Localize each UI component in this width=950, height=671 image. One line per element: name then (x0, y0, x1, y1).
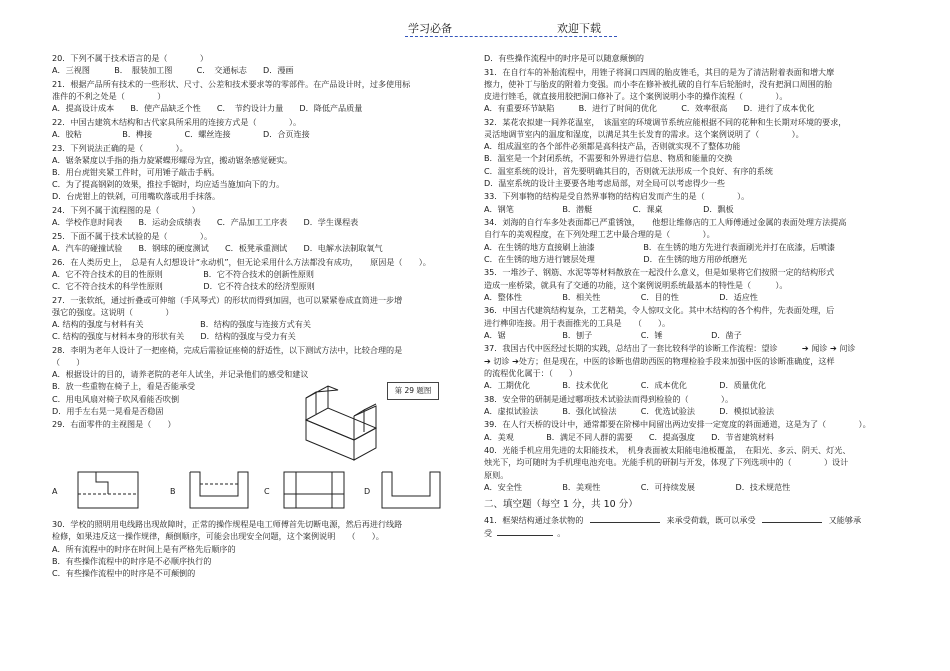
left-questions-20-28 (52, 52, 464, 368)
text-line: D．温室系统的设计主要要各地考虑局部，对全局可以考虑得少一些 (484, 177, 725, 188)
left-column (52, 52, 464, 579)
text-line: 进行榫卯连接。用于表面推光的工具是 （ ）。 (484, 317, 671, 328)
q29-option-a-letter: A (52, 487, 58, 497)
question-29-options (52, 466, 464, 518)
text-line: A．汽车的碰撞试验 B．钢球的硬度测试 C．板凳承重测试 D．电解水法制取氧气 (52, 243, 383, 253)
text-line: B．温室是一个封闭系统，不需要和外界进行信息、物质和能量的交换 (484, 153, 733, 164)
text-line: 38．安全带的研制是通过哪项技术试验法而得到检验的（ ）。 (484, 393, 734, 404)
text-line: C. 结构的强度与材料本身的形状有关 D．结构的强度与受力有关 (52, 331, 296, 342)
text-line: 31．在自行车的补胎流程中，用锉子将洞口四周的胎皮锉毛，其目的是为了清洁附着表面和增大摩 (484, 66, 835, 77)
figure-29-label: 第 29 题图 (387, 382, 439, 400)
right-column (484, 52, 900, 540)
text-line: C．有些操作流程中的时序是不可颠倒的 (52, 568, 196, 579)
text-line: A．锯 B．刨子 C．锤 D．凿子 (484, 329, 742, 340)
q41-blank-1[interactable] (590, 513, 660, 523)
q29-option-c-letter: C (264, 487, 270, 497)
text-line: D．有些操作流程中的时序是可以随意颠倒的 (484, 53, 645, 63)
q41-blank-3[interactable] (497, 526, 553, 536)
text-line: （ ） (52, 357, 85, 367)
text-line: 检修，如果违反这一操作规律，颠倒顺序，可能会出现安全问题，这个案例说明 （ ）。 (52, 531, 384, 542)
figure-29-region (52, 368, 464, 466)
text-line: C．在生锈的地方进行镀层处理 D．在生锈的地方用砂纸磨光 (484, 253, 747, 264)
text-line: C．用电风扇对椅子吹风看能否吹倒 (52, 393, 180, 404)
q41-text-d: 受 (484, 528, 493, 539)
left-question-30 (52, 518, 464, 579)
text-line: 准件的不利之处是（ ） (52, 91, 166, 101)
text-line: A．有重要环节缺陷 B．进行了时间的优化 C．效率很高 D．进行了成本优化 (484, 103, 815, 114)
part-isometric-drawing (298, 368, 384, 466)
text-line: 29．右面零件的主视图是（ ） (52, 419, 176, 430)
text-line: 28．李明为老年人设计了一把座椅，完成后需验证座椅的舒适性，以下测试方法中，比较合理的是 (52, 344, 403, 355)
text-line: 23．下列说法正确的是（ ）。 (52, 142, 188, 153)
q29-option-b-letter: B (170, 487, 176, 497)
text-line: A．胶粘 B．榫接 C．螺丝连接 D．合页连接 (52, 129, 310, 139)
text-line: A．工期优化 B．技术优化 C．成本优化 D．质量优化 (484, 380, 766, 391)
text-line: 皮进行锉毛，就直接用胶把洞口修补了。这个案例说明小李的操作流程（ ）。 (484, 91, 788, 101)
text-line: 20．下列不属于技术语言的是（ ） (52, 53, 208, 63)
question-41-line-1 (484, 513, 900, 526)
text-line: 21．根据产品所有技术的一些形状、尺寸、公差和技术要求等的零部件。在产品设计时，过多使用标 (52, 78, 411, 89)
q41-text-a: 41．框架结构通过条状物的 (484, 515, 584, 526)
text-line: B．放一些重物在椅子上，看是否能承受 (52, 381, 196, 392)
right-questions-30-40 (484, 52, 900, 493)
text-line: A．三视图 B． 服装加工图 C． 交通标志 D．漫画 (52, 65, 294, 76)
text-line: A．安全性 B．美观性 C．可持续发展 D．技术规范性 (484, 481, 791, 492)
q41-text-c: 又能够承 (828, 515, 862, 526)
text-line: 27．一张软纸，通过折叠或可伸缩（手风琴式）的形状而得到加固，也可以紧紧卷成直筒进一步增 (52, 294, 403, 305)
text-line: D．用手左右晃一晃看是否稳固 (52, 405, 164, 416)
text-line: 22．中国古建筑木结构和古代家具所采用的连接方式是（ ）。 (52, 116, 302, 127)
text-line: 灵活地调节室内的温度和湿度，以满足其生长发育的需求。这个案例说明了（ ）。 (484, 129, 804, 139)
text-line: C．它不符合技术的科学性原则 D．它不符合技术的经济型原则 (52, 281, 315, 291)
text-line: 37．我国古代中医经过长期的实践，总结出了一套比较科学的诊断工作流程：望诊 ➔ 闻诊 ➔ 问诊 (484, 343, 856, 354)
text-line: 30．学校的照明用电线路出现故障时，正常的操作规程是电工师傅首先切断电源，然后再进行线路 (52, 519, 403, 530)
text-line: 的流程优化属于：（ ） (484, 367, 578, 378)
text-line: 36．中国古代建筑结构复杂，工艺精美，令人惊叹文化。其中木结构的各个构件，先表面处理，后 (484, 305, 835, 316)
text-line: D．台虎钳上的铁剁，可用嘴吹落或用手抹落。 (52, 191, 221, 202)
q41-text-b: 来承受荷载，既可以承受 (666, 515, 756, 526)
header-left-text: 学习必备 (408, 22, 452, 35)
text-line: A．钢笔 B．潜艇 C．课桌 D．飘板 (484, 203, 734, 214)
page-header (0, 20, 950, 40)
text-line: A．学校作息时间表 B．运动会成绩表 C．产品加工工序表 D．学生课程表 (52, 217, 359, 228)
question-28-options (52, 368, 308, 430)
text-line: 24．下列不属于流程图的是（ ） (52, 205, 200, 215)
text-line: A．锯条紧度以手指的指力旋紧蝶形螺母为宜，搬动锯条感觉硬实。 (52, 154, 293, 165)
text-line: B．有些操作流程中的时序是不必顺序执行的 (52, 555, 212, 566)
text-line: A．提高设计成本 B．使产品缺乏个性 C． 节约设计力量 D．降低产品质量 (52, 103, 363, 114)
question-41-line-2 (484, 526, 900, 539)
text-line: 26．在人类历史上， 总是有人幻想设计“永动机”，但无论采用什么方法都没有成功， 原因是（ ）。 (52, 256, 431, 267)
text-line: 39．在人行天桥的设计中，通常都要在阶梯中间留出两边安排一定宽度的斜面通道，这是为了（ ）。 (484, 419, 871, 430)
q29-option-d-letter: D (364, 487, 371, 497)
text-line: 25．下面不属于技术试验的是（ ）。 (52, 230, 213, 241)
text-line: A．整体性 B．相关性 C．目的性 D．适应性 (484, 291, 758, 302)
text-line: 34．刘海的自行车多处表面都已严重锈蚀， 他想让维修店的工人师傅通过金属的表面处理方法提高 (484, 217, 847, 228)
text-line: 原则。 (484, 469, 509, 480)
text-line: 烛光下，均可随时为手机理电池充电。光能手机的研制与开发，体现了下列选项中的（ ）设计 (484, 457, 849, 468)
text-line: ➔ 切诊 ➔处方；但是现在，中医的诊断也借助西医的物理检验手段来加强中医的诊断准确度，这样 (484, 355, 835, 366)
text-line: A．在生锈的地方直接刷上油漆 B．在生锈的地方先进行表面刷光并打在底漆，后喷漆 (484, 241, 836, 252)
text-line: 造成一座桥梁，就具有了交通的功能，这个案例说明系统最基本的特性是（ ）。 (484, 279, 788, 290)
text-line: A．组成温室的各个部件必须都是高科技产品，否则就实现不了整体功能 (484, 141, 741, 152)
q41-blank-2[interactable] (762, 513, 822, 523)
header-dashed-rule (405, 36, 617, 37)
text-line: A．所有流程中的时序在时间上是有严格先后顺序的 (52, 543, 236, 554)
text-line: 33．下列事物的结构是受自然界事物的结构启发而产生的是（ ）。 (484, 191, 750, 202)
text-line: 32．某花农拟建一间养花温室， 该温室的环境调节系统应能根据不同的花种和生长期对环境的要求， (484, 116, 847, 127)
section-title-fill-in: 二、填空题（每空 1 分，共 10 分） (484, 499, 638, 511)
text-line: 35．一堆沙子、钢筋、水泥等等材料散放在一起没什么意义，但是如果将它们按照一定的结构形式 (484, 267, 835, 278)
text-line: A．根据设计的目的，请养老院的老年人试坐，并记录他们的感受和建议 (52, 369, 309, 380)
text-line: B．用台虎钳夹紧工件时，可用锤子敲击手柄。 (52, 167, 220, 177)
text-line: 擦力，使补丁与胎皮的附着力变强。而小李在修补被扎破的自行车后轮胎时，没有把洞口周围的胎 (484, 78, 833, 89)
text-line: A．它不符合技术的目的性原则 B．它不符合技术的创新性原则 (52, 268, 314, 279)
text-line: C．温室系统的设计，首先要明确其目的，否则就无法形成一个良好、有序的系统 (484, 165, 773, 176)
text-line: 强它的强度。这说明（ ） (52, 306, 174, 317)
text-line: 40．光能手机应用先进的太阳能技术， 机身表面被太阳能电池板覆盖， 在阳光、多云、阴天、灯光、 (484, 445, 851, 456)
q29-option-views (52, 466, 464, 518)
header-right-text: 欢迎下载 (557, 22, 601, 35)
q41-text-e: 。 (557, 528, 566, 539)
text-line: C．为了提高钢剁的效果，推拉手锯时，均应适当施加向下的力。 (52, 179, 285, 190)
text-line: A. 结构的强度与材料有关 B．结构的强度与连接方式有关 (52, 319, 311, 329)
text-line: A．虚拟试验法 B．强化试验法 C．优选试验法 D．模拟试验法 (484, 405, 775, 416)
text-line: A．美观 B．满足不同人群的需要 C．提高强度 D．节省建筑材料 (484, 431, 775, 442)
text-line: 自行车的美观程度，在下列处理工艺中最合理的是（ ）。 (484, 229, 715, 240)
